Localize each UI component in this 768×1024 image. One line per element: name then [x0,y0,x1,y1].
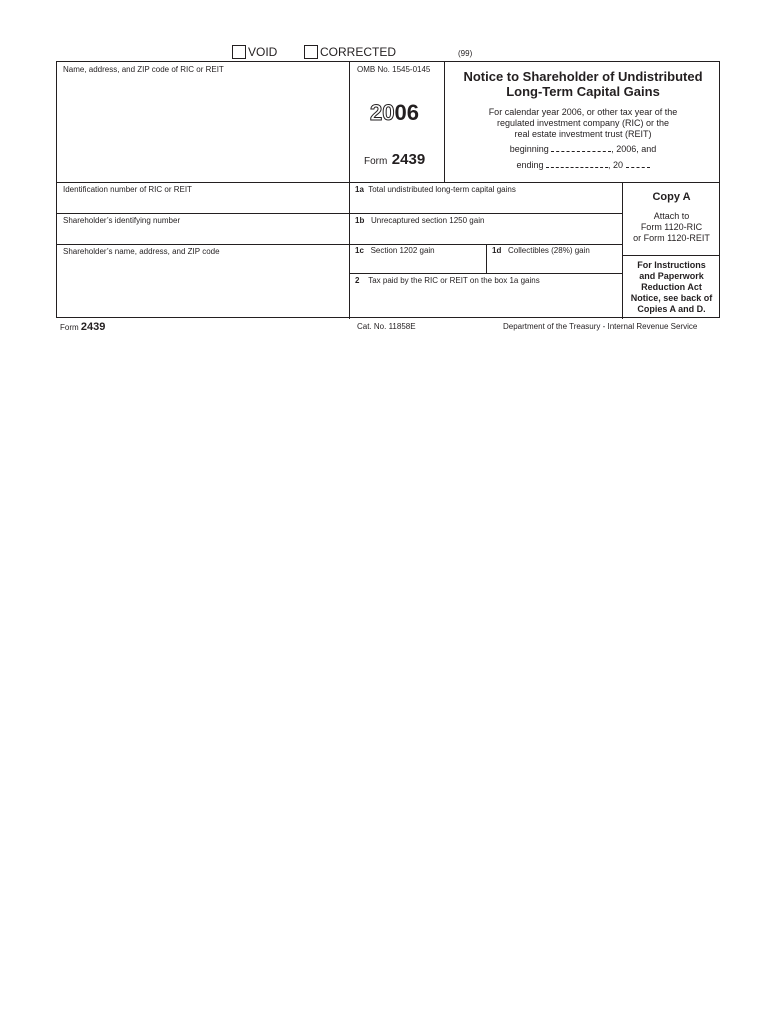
form-2439 [56,61,720,318]
corrected-checkbox[interactable] [304,45,318,59]
form-title: Notice to Shareholder of Undistributed Long-Term Capital Gains [463,69,703,99]
box-1c-field[interactable] [350,256,485,272]
box-1d-label: 1d Collectibles (28%) gain [492,246,590,255]
box-1a-field[interactable] [350,195,621,212]
hline-3 [57,244,622,245]
void-checkbox[interactable] [232,45,246,59]
ending-year-field[interactable] [626,159,650,168]
box-1d-field[interactable] [487,256,621,272]
form-code: (99) [458,49,473,58]
hline-1-right [622,182,720,183]
footer-department: Department of the Treasury - Internal Revenue Service [503,322,698,331]
form-number-block: Form 2439 [364,151,426,168]
box-2-field[interactable] [350,287,621,318]
ending-date-field[interactable] [546,159,608,168]
tax-year: 2006 [370,100,419,125]
attach-instructions: Attach to Form 1120-RIC or Form 1120-REIT [633,211,710,243]
hline-4 [349,273,622,274]
tax-year-ending: ending , 20 [447,159,719,171]
footer-cat-number: Cat. No. 11858E [357,322,416,331]
ric-id-field[interactable] [58,195,348,212]
box-2-label: 2 Tax paid by the RIC or REIT on the box 1a gains [355,276,540,285]
copy-a-heading: Copy A [652,191,691,203]
divider-omb [444,62,445,182]
void-label: VOID [248,45,278,59]
omb-number: OMB No. 1545-0145 [357,65,431,74]
footer-form-number: Form 2439 [60,321,106,333]
box-1c-label: 1c Section 1202 gain [355,246,435,255]
hline-right-instr [622,255,720,256]
top-row [0,45,768,61]
ric-id-label: Identification number of RIC or REIT [63,185,192,194]
ric-name-label: Name, address, and ZIP code of RIC or REIT [63,65,224,74]
box-1a-label: 1a Total undistributed long-term capital gains [355,185,516,194]
paperwork-notice: For Instructions and Paperwork Reduction Act Notice, see back of Copies A and D. [630,260,713,314]
divider-left [349,62,350,319]
box-1b-label: 1b Unrecaptured section 1250 gain [355,216,485,225]
shareholder-name-field[interactable] [58,257,348,317]
hline-1 [57,182,622,183]
form-description: For calendar year 2006, or other tax year of the regulated investment company (RIC) or the real estate investment trust (REIT) [488,107,678,139]
tax-year-beginning: beginning , 2006, and [509,144,657,154]
beginning-date-field[interactable] [551,143,611,152]
shareholder-name-label: Shareholder’s name, address, and ZIP code [63,247,220,256]
corrected-label: CORRECTED [320,45,397,59]
shareholder-id-label: Shareholder’s identifying number [63,216,181,225]
box-1b-field[interactable] [350,226,621,243]
hline-2 [57,213,622,214]
shareholder-id-field[interactable] [58,226,348,243]
ric-name-field[interactable] [58,76,348,180]
